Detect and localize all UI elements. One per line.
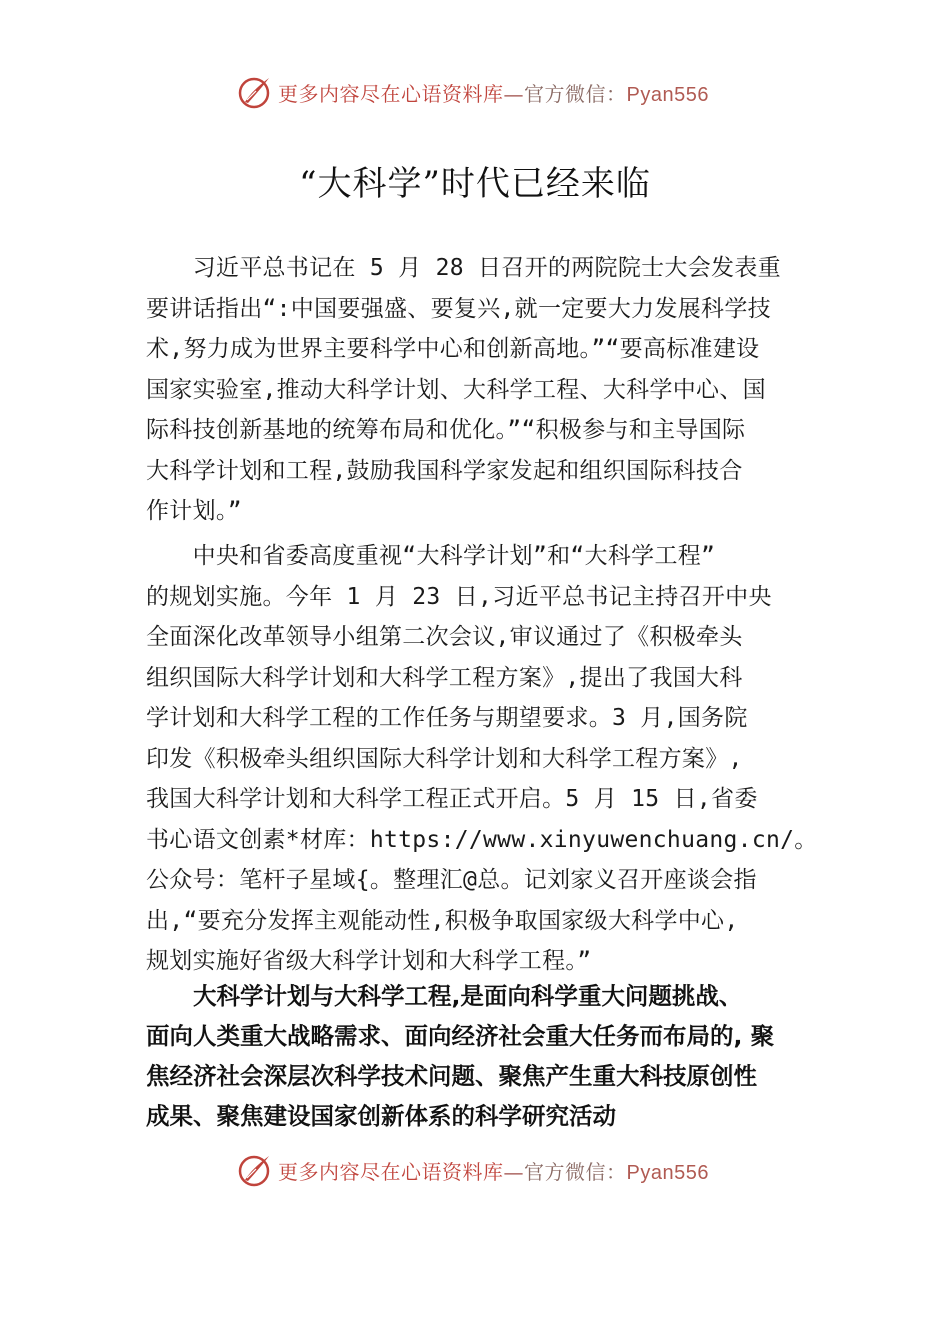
text-line: 际科技创新基地的统筹布局和优化。”“积极参与和主导国际 <box>146 417 746 443</box>
text-line: 大科学计划与大科学工程,是面向科学重大问题挑战、 <box>146 982 743 1010</box>
text-line: 术,努力成为世界主要科学中心和创新高地。”“要高标准建设 <box>146 336 760 362</box>
text-line: 成果、聚焦建设国家创新体系的科学研究活动 <box>146 1102 616 1130</box>
quill-logo-icon <box>236 1152 272 1188</box>
banner-official-label: 官方微信： <box>524 81 627 106</box>
banner-text <box>278 1156 709 1185</box>
text-line: 规划实施好省级大科学计划和大科学工程。” <box>146 948 592 974</box>
text-line: 习近平总书记在 5 月 28 日召开的两院院士大会发表重 <box>146 255 781 281</box>
text-line: 国家实验室,推动大科学计划、大科学工程、大科学中心、国 <box>146 376 766 403</box>
text-line: 焦经济社会深层次科学技术问题、聚焦产生重大科技原创性 <box>146 1062 757 1090</box>
banner-dash: — <box>503 1159 524 1184</box>
text-line: 大科学计划和工程,鼓励我国科学家发起和组织国际科技合 <box>146 457 743 484</box>
banner-wechat-id: Pyan556 <box>626 1161 709 1184</box>
text-line: 作计划。” <box>146 498 242 524</box>
banner-dash: — <box>503 81 524 106</box>
banner-official-label: 官方微信： <box>524 1159 627 1184</box>
text-line: 全面深化改革领导小组第二次会议,审议通过了《积极牵头 <box>146 624 743 650</box>
paragraph-3-bold <box>146 976 826 1136</box>
footer-banner <box>236 1150 756 1190</box>
banner-main-text: 更多内容尽在心语资料库 <box>278 81 504 106</box>
text-line: 学计划和大科学工程的工作任务与期望要求。3 月,国务院 <box>146 705 748 731</box>
document-title: “大科学”时代已经来临 <box>299 164 651 204</box>
banner-wechat-id: Pyan556 <box>626 83 709 106</box>
text-line: 我国大科学计划和大科学工程正式开启。5 月 15 日,省委 <box>146 786 758 812</box>
paragraph-2 <box>146 536 820 982</box>
text-line: 中央和省委高度重视“大科学计划”和“大科学工程” <box>146 543 716 569</box>
text-line: 印发《积极牵头组织国际大科学计划和大科学工程方案》, <box>146 745 743 772</box>
header-banner <box>236 72 756 112</box>
text-line: 面向人类重大战略需求、面向经济社会重大任务而布局的, 聚 <box>146 1022 775 1050</box>
quill-logo-icon <box>236 74 272 110</box>
banner-text <box>278 78 709 107</box>
text-line: 出,“要充分发挥主观能动性,积极争取国家级大科学中心, <box>146 907 739 934</box>
text-line: 的规划实施。今年 1 月 23 日,习近平总书记主持召开中央 <box>146 583 772 610</box>
text-line: 公众号：笔杆子星域{。整理汇@总。记刘家义召开座谈会指 <box>146 867 757 893</box>
text-line: 书心语文创素*材库：https://www.xinyuwenchuang.cn/。 <box>146 826 818 853</box>
text-line: 组织国际大科学计划和大科学工程方案》,提出了我国大科 <box>146 664 743 691</box>
paragraph-1 <box>146 248 820 532</box>
banner-main-text: 更多内容尽在心语资料库 <box>278 1159 504 1184</box>
text-line: 要讲话指出“:中国要强盛、要复兴,就一定要大力发展科学技 <box>146 295 771 322</box>
